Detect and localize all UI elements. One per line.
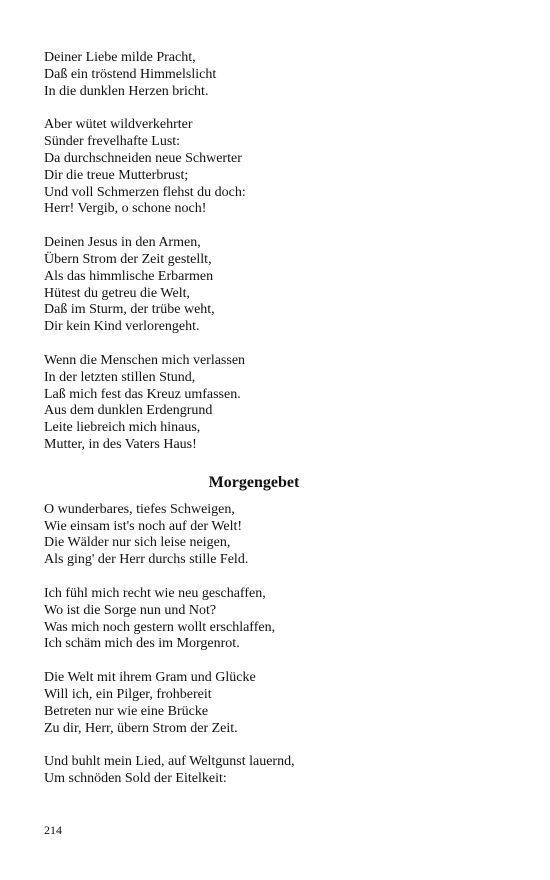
verse-line: Dir die treue Mutterbrust; [44, 167, 189, 183]
verse-line: Und buhlt mein Lied, auf Weltgunst lauernd, [44, 754, 295, 770]
poem-title: Morgengebet [208, 473, 300, 491]
verse-line: Herr! Vergib, o schone noch! [44, 201, 207, 217]
verse-line: Dir kein Kind verlorengeht. [44, 319, 200, 335]
stanza-1 [44, 50, 514, 100]
poem-continuation [44, 50, 514, 454]
verse-line: Leite liebreich mich hinaus, [44, 420, 201, 436]
stanza-4 [44, 754, 514, 788]
verse-line: Aber wütet wildverkehrter [44, 117, 193, 133]
verse-line: Betreten nur wie eine Brücke [44, 703, 209, 719]
verse-line: Was mich noch gestern wollt erschlaffen, [44, 619, 276, 635]
stanza-2 [44, 586, 514, 653]
verse-line: Zu dir, Herr, übern Strom der Zeit. [44, 720, 238, 736]
book-page [44, 50, 514, 788]
stanza-3 [44, 235, 514, 336]
verse-line: Deinen Jesus in den Armen, [44, 235, 201, 251]
verse-line: Die Wälder nur sich leise neigen, [44, 535, 231, 551]
verse-line: O wunderbares, tiefes Schweigen, [44, 501, 235, 517]
stanza-2 [44, 117, 514, 218]
verse-line: Und voll Schmerzen flehst du doch: [44, 184, 246, 200]
verse-line: Deiner Liebe milde Pracht, [44, 50, 196, 65]
verse-line: Hütest du getreu die Welt, [44, 285, 190, 301]
verse-line: Übern Strom der Zeit gestellt, [44, 251, 212, 267]
verse-line: Die Welt mit ihrem Gram und Glücke [44, 670, 256, 686]
verse-line: In der letzten stillen Stund, [44, 369, 196, 385]
verse-line: Als das himmlische Erbarmen [44, 268, 214, 284]
verse-line: Will ich, ein Pilger, frohbereit [44, 686, 212, 702]
page-number: 214 [44, 823, 62, 837]
verse-line: Um schnöden Sold der Eitelkeit: [44, 771, 227, 787]
verse-line: In die dunklen Herzen bricht. [44, 83, 209, 99]
verse-line: Mutter, in des Vaters Haus! [44, 436, 197, 452]
verse-line: Sünder frevelhafte Lust: [44, 134, 181, 150]
verse-line: Als ging' der Herr durchs stille Feld. [44, 552, 249, 568]
stanza-3 [44, 670, 514, 737]
verse-line: Laß mich fest das Kreuz umfassen. [44, 386, 241, 402]
verse-line: Da durchschneiden neue Schwerter [44, 150, 242, 166]
poem-morgengebet [44, 502, 514, 788]
verse-line: Ich schäm mich des im Morgenrot. [44, 636, 240, 652]
verse-line: Wo ist die Sorge nun und Not? [44, 602, 217, 618]
verse-line: Wie einsam ist's noch auf der Welt! [44, 518, 243, 534]
verse-line: Ich fühl mich recht wie neu geschaffen, [44, 585, 266, 601]
stanza-1 [44, 502, 514, 569]
verse-line: Daß im Sturm, der trübe weht, [44, 302, 215, 318]
verse-line: Wenn die Menschen mich verlassen [44, 352, 246, 368]
verse-line: Aus dem dunklen Erdengrund [44, 403, 213, 419]
verse-line: Daß ein tröstend Himmelslicht [44, 66, 217, 82]
stanza-4 [44, 353, 514, 454]
